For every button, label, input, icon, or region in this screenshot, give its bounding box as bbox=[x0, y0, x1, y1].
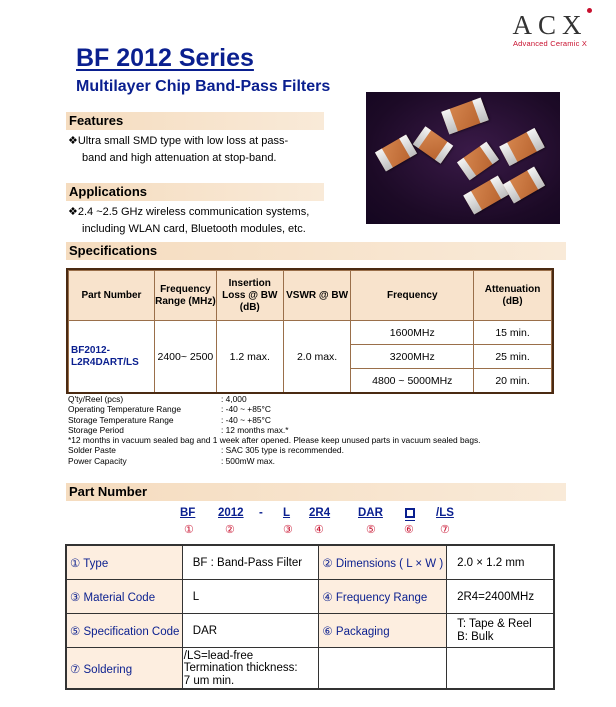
note-value: : -40 ~ +85°C bbox=[221, 414, 271, 425]
num-3: ③ bbox=[283, 524, 293, 536]
frequency-cell: 1600MHz bbox=[351, 321, 474, 345]
note-row bbox=[68, 425, 481, 435]
chip-image bbox=[441, 98, 489, 135]
chip-image bbox=[463, 175, 509, 214]
type-value: BF : Band-Pass Filter bbox=[182, 546, 319, 580]
specifications-table bbox=[68, 270, 552, 393]
table-row bbox=[67, 580, 554, 614]
part-number-heading bbox=[66, 483, 566, 501]
chip-image bbox=[375, 134, 417, 171]
applications-line-1: ❖2.4 ~2.5 GHz wireless communication systems, bbox=[68, 206, 310, 218]
note-footnote: *12 months in vacuum sealed bag and 1 week after opened. Please keep unused parts in vacuum sealed bags. bbox=[68, 435, 481, 446]
note-row bbox=[68, 404, 481, 414]
note-row bbox=[68, 394, 481, 404]
note-row bbox=[68, 445, 481, 455]
note-value: : -40 ~ +85°C bbox=[221, 404, 271, 415]
note-row bbox=[68, 456, 481, 466]
col-vswr: VSWR @ BW bbox=[283, 271, 351, 321]
table-row bbox=[67, 614, 554, 648]
note-label: Solder Paste bbox=[68, 445, 116, 456]
attenuation-cell: 20 min. bbox=[474, 369, 552, 393]
num-7: ⑦ bbox=[440, 524, 450, 536]
spec-header-row bbox=[69, 271, 552, 321]
table-row bbox=[67, 648, 554, 690]
soldering-value-2: Termination thickness: bbox=[183, 662, 298, 675]
packaging-label: ⑥ Packaging bbox=[319, 614, 447, 648]
note-value: : 12 months max.* bbox=[221, 424, 289, 435]
chip-image bbox=[499, 128, 545, 166]
code-dimensions: 2012 bbox=[218, 507, 244, 519]
num-2: ② bbox=[225, 524, 235, 536]
page-subtitle: Multilayer Chip Band-Pass Filters bbox=[76, 78, 331, 95]
code-dash: - bbox=[259, 507, 263, 519]
soldering-value bbox=[182, 648, 319, 690]
soldering-value-3: 7 um min. bbox=[183, 674, 235, 687]
spec-code-label: ⑤ Specification Code bbox=[67, 614, 183, 648]
spec-notes bbox=[68, 394, 481, 466]
attenuation-cell: 25 min. bbox=[474, 345, 552, 369]
col-attenuation: Attenuation (dB) bbox=[474, 271, 552, 321]
chip-image bbox=[503, 166, 545, 203]
col-frequency-range: Frequency Range (MHz) bbox=[154, 271, 216, 321]
note-value: : 4,000 bbox=[221, 394, 247, 404]
packaging-value bbox=[447, 614, 554, 648]
packaging-value-2: B: Bulk bbox=[457, 630, 494, 643]
soldering-label: ⑦ Soldering bbox=[67, 648, 183, 690]
logo-subtext: Advanced Ceramic X bbox=[512, 39, 588, 48]
soldering-value-1: /LS=lead-free bbox=[183, 649, 254, 662]
note-label: Storage Temperature Range bbox=[68, 414, 174, 425]
insertion-loss-cell: 1.2 max. bbox=[216, 321, 283, 393]
features-heading bbox=[66, 112, 324, 130]
applications-heading bbox=[66, 183, 324, 201]
logo-text: ACX bbox=[512, 10, 588, 40]
frequency-range-value: 2R4=2400MHz bbox=[447, 580, 554, 614]
product-photo bbox=[366, 92, 560, 224]
note-value: : SAC 305 type is recommended. bbox=[221, 445, 344, 456]
num-4: ④ bbox=[314, 524, 324, 536]
attenuation-cell: 15 min. bbox=[474, 321, 552, 345]
note-value: : 500mW max. bbox=[221, 455, 275, 466]
table-row bbox=[69, 321, 552, 345]
material-label: ③ Material Code bbox=[67, 580, 183, 614]
applications-text bbox=[68, 204, 309, 238]
code-material: L bbox=[283, 507, 291, 519]
table-row bbox=[67, 546, 554, 580]
specifications-heading-text: Specifications bbox=[69, 243, 158, 258]
col-frequency: Frequency bbox=[351, 271, 474, 321]
specifications-heading bbox=[66, 242, 566, 260]
features-text bbox=[68, 133, 288, 167]
part-number-heading-text: Part Number bbox=[69, 484, 148, 499]
spec-code-value: DAR bbox=[182, 614, 319, 648]
frequency-cell: 4800 ~ 5000MHz bbox=[351, 369, 474, 393]
freq-range-cell: 2400~ 2500 bbox=[154, 321, 216, 393]
note-label: Operating Temperature Range bbox=[68, 404, 181, 415]
code-frequency: 2R4 bbox=[309, 507, 331, 519]
material-value: L bbox=[182, 580, 319, 614]
num-6: ⑥ bbox=[404, 524, 414, 536]
code-packaging-box-icon bbox=[405, 508, 415, 518]
chip-image bbox=[413, 126, 453, 164]
applications-heading-text: Applications bbox=[69, 184, 148, 199]
col-part-number: Part Number bbox=[69, 271, 155, 321]
frequency-cell: 3200MHz bbox=[351, 345, 474, 369]
features-line-1: ❖Ultra small SMD type with low loss at pass- bbox=[68, 135, 289, 147]
dimensions-value: 2.0 × 1.2 mm bbox=[447, 546, 554, 580]
code-type: BF bbox=[180, 507, 196, 519]
empty-cell bbox=[447, 648, 554, 690]
applications-line-2: including WLAN card, Bluetooth modules, etc. bbox=[82, 223, 306, 235]
logo-dot-icon bbox=[587, 8, 592, 13]
code-soldering: /LS bbox=[436, 507, 454, 519]
part-number-cell: BF2012-L2R4DART/LS bbox=[69, 321, 155, 393]
company-logo bbox=[500, 10, 600, 48]
frequency-range-label: ④ Frequency Range bbox=[319, 580, 447, 614]
vswr-cell: 2.0 max. bbox=[283, 321, 351, 393]
part-number-table bbox=[66, 545, 554, 690]
col-insertion-loss: Insertion Loss @ BW (dB) bbox=[216, 271, 283, 321]
type-label: ① Type bbox=[67, 546, 183, 580]
features-line-2: band and high attenuation at stop-band. bbox=[82, 152, 277, 164]
chip-image bbox=[457, 142, 499, 181]
note-label: Power Capacity bbox=[68, 455, 127, 466]
features-heading-text: Features bbox=[69, 113, 124, 128]
page-title: BF 2012 Series bbox=[76, 44, 254, 72]
packaging-value-1: T: Tape & Reel bbox=[457, 617, 532, 630]
num-1: ① bbox=[184, 524, 194, 536]
code-spec: DAR bbox=[358, 507, 383, 519]
note-label: Q'ty/Reel (pcs) bbox=[68, 394, 124, 404]
dimensions-label: ② Dimensions ( L × W ) bbox=[319, 546, 447, 580]
note-row bbox=[68, 415, 481, 425]
num-5: ⑤ bbox=[366, 524, 376, 536]
note-label: Storage Period bbox=[68, 424, 124, 435]
empty-cell bbox=[319, 648, 447, 690]
